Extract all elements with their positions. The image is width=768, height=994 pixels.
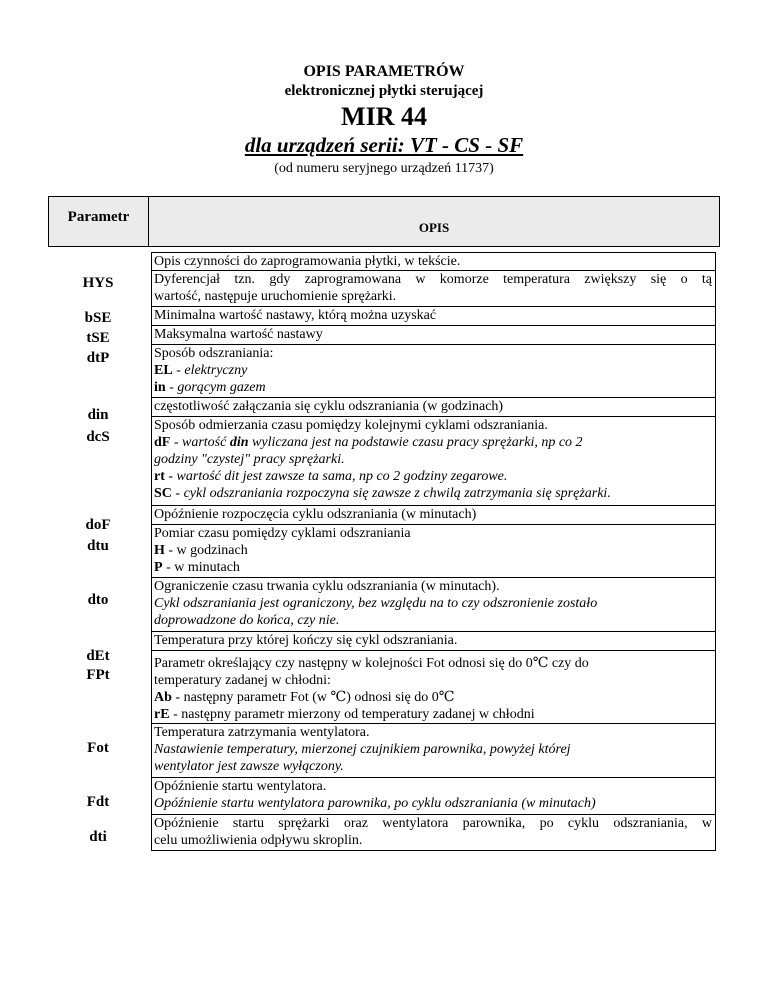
desc-line: Sposób odmierzania czasu pomiędzy kolejnymi cyklami odszraniania. bbox=[154, 418, 548, 433]
desc-line: Maksymalna wartość nastawy bbox=[154, 327, 323, 342]
param-name: bSE bbox=[84, 310, 112, 326]
desc-line: częstotliwość załączania się cyklu odszraniania (w godzinach) bbox=[154, 399, 504, 414]
param-name: HYS bbox=[82, 275, 114, 291]
doc-subtitle: elektronicznej płytki sterującej bbox=[284, 83, 484, 99]
param-name: dEt bbox=[86, 648, 110, 664]
serial-note: (od numeru seryjnego urządzeń 11737) bbox=[274, 161, 494, 176]
desc-line: Opóźnienie startu wentylatora. bbox=[154, 779, 327, 794]
desc-line: Minimalna wartość nastawy, którą można uzyskać bbox=[154, 308, 437, 323]
desc-line: EL - elektryczny bbox=[154, 363, 248, 378]
param-name: Fdt bbox=[86, 794, 110, 810]
desc-line: Opis czynności do zaprogramowania płytki, w tekście. bbox=[154, 254, 461, 269]
column-header-param: Parametr bbox=[49, 197, 149, 246]
desc-cell bbox=[151, 631, 716, 651]
desc-cell bbox=[151, 306, 716, 326]
desc-cell bbox=[151, 325, 716, 345]
desc-cell bbox=[151, 416, 716, 506]
desc-line: Cykl odszraniania jest ograniczony, bez względu na to czy odszronienie zostało bbox=[154, 596, 598, 611]
desc-cell bbox=[151, 577, 716, 632]
desc-line: wentylator jest zawsze wyłączony. bbox=[154, 759, 344, 774]
desc-line: Ab - następny parametr Fot (w ℃) odnosi się do 0℃ bbox=[154, 690, 455, 705]
param-name: dtu bbox=[87, 538, 109, 554]
param-name: doF bbox=[85, 517, 111, 533]
param-name: dti bbox=[89, 829, 107, 845]
column-header-desc: OPIS bbox=[418, 220, 450, 235]
param-name: dtP bbox=[86, 350, 110, 366]
desc-line: SC - cykl odszraniania rozpoczyna się zawsze z chwilą zatrzymania się sprężarki. bbox=[154, 486, 611, 501]
desc-cell bbox=[151, 777, 716, 815]
desc-line: Pomiar czasu pomiędzy cyklami odszraniania bbox=[154, 526, 411, 541]
desc-line: godziny "czystej" pracy sprężarki. bbox=[154, 452, 345, 467]
desc-cell bbox=[151, 344, 716, 398]
param-name: dcS bbox=[86, 429, 110, 445]
desc-cell bbox=[151, 723, 716, 778]
desc-line: in - gorącym gazem bbox=[154, 380, 266, 395]
desc-line: dF - wartość din wyliczana jest na podstawie czasu pracy sprężarki, np co 2 bbox=[154, 435, 583, 450]
desc-line: temperatury zadanej w chłodni: bbox=[154, 673, 331, 688]
doc-title: OPIS PARAMETRÓW bbox=[303, 63, 465, 80]
desc-line: Temperatura zatrzymania wentylatora. bbox=[154, 725, 370, 740]
desc-line: H - w godzinach bbox=[154, 543, 248, 558]
desc-line: Ograniczenie czasu trwania cyklu odszraniania (w minutach). bbox=[154, 579, 500, 594]
desc-line: Temperatura przy której kończy się cykl odszraniania. bbox=[154, 633, 458, 648]
param-name: FPt bbox=[86, 667, 110, 683]
desc-cell bbox=[151, 397, 716, 417]
series-line: dla urządzeń serii: VT - CS - SF bbox=[244, 133, 524, 157]
desc-line: Nastawienie temperatury, mierzonej czujnikiem parownika, powyżej której bbox=[154, 742, 571, 757]
desc-line: celu umożliwienia odpływu skroplin. bbox=[154, 833, 363, 848]
desc-line: Sposób odszraniania: bbox=[154, 346, 274, 361]
desc-cell bbox=[151, 505, 716, 525]
desc-line: rt - wartość dit jest zawsze ta sama, np co 2 godziny zegarowe. bbox=[154, 469, 508, 484]
desc-cell bbox=[151, 252, 716, 271]
desc-line: Parametr określający czy następny w kolejności Fot odnosi się do 0℃ czy do bbox=[154, 656, 589, 671]
document-header bbox=[0, 62, 768, 178]
desc-line: Dyferencjał tzn. gdy zaprogramowana w komorze temperatura zwiększy się o tą bbox=[154, 272, 712, 287]
desc-line: P - w minutach bbox=[154, 560, 240, 575]
param-name: din bbox=[87, 407, 109, 423]
desc-cell bbox=[151, 814, 716, 851]
desc-line: doprowadzone do końca, czy nie. bbox=[154, 613, 340, 628]
desc-line: rE - następny parametr mierzony od temperatury zadanej w chłodni bbox=[154, 707, 535, 722]
desc-cell bbox=[151, 524, 716, 578]
param-name: tSE bbox=[86, 330, 110, 346]
desc-line: wartość, następuje uruchomienie sprężarki. bbox=[154, 289, 397, 304]
desc-cell bbox=[151, 270, 716, 307]
param-name: Fot bbox=[87, 740, 109, 756]
desc-line: Opóźnienie rozpoczęcia cyklu odszraniania (w minutach) bbox=[154, 507, 477, 522]
model-name: MIR 44 bbox=[341, 102, 427, 131]
param-name: dto bbox=[87, 592, 109, 608]
desc-line: Opóźnienie startu wentylatora parownika, po cyklu odszraniania (w minutach) bbox=[154, 796, 596, 811]
desc-cell bbox=[151, 650, 716, 724]
desc-line: Opóźnienie startu sprężarki oraz wentylatora parownika, po cyklu odszraniania, w bbox=[154, 816, 712, 831]
table-header bbox=[48, 196, 720, 247]
